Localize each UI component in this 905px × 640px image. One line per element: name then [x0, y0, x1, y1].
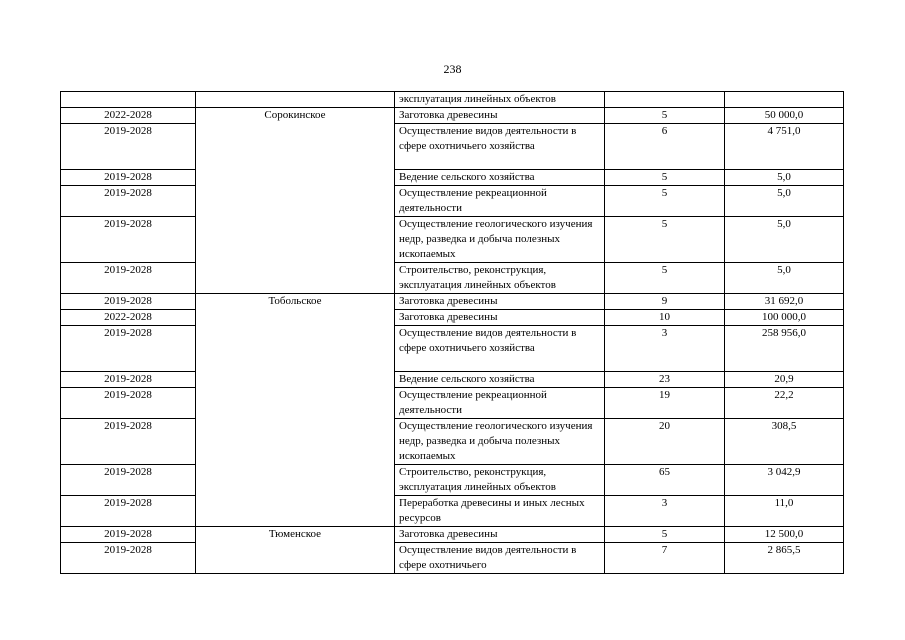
- table-row: [61, 170, 844, 186]
- period-cell: 2019-2028: [61, 388, 196, 419]
- volume-cell: [725, 92, 844, 108]
- volume-cell: 5,0: [725, 263, 844, 294]
- table-row: [61, 496, 844, 527]
- quantity-cell: 6: [605, 124, 725, 170]
- activity-cell: эксплуатация линейных объектов: [395, 92, 605, 108]
- period-cell: 2019-2028: [61, 186, 196, 217]
- quantity-cell: 5: [605, 217, 725, 263]
- volume-cell: 22,2: [725, 388, 844, 419]
- quantity-cell: 19: [605, 388, 725, 419]
- volume-cell: 5,0: [725, 217, 844, 263]
- district-cell-tyumenskoe: Тюменское: [196, 527, 395, 574]
- quantity-cell: 5: [605, 108, 725, 124]
- volume-cell: 100 000,0: [725, 310, 844, 326]
- volume-cell: 258 956,0: [725, 326, 844, 372]
- activity-cell: Заготовка древесины: [395, 527, 605, 543]
- volume-cell: 50 000,0: [725, 108, 844, 124]
- district-cell-sorokinskoe: Сорокинское: [196, 108, 395, 294]
- volume-cell: 3 042,9: [725, 465, 844, 496]
- period-cell: 2019-2028: [61, 294, 196, 310]
- activity-cell: Осуществление рекреационной деятельности: [395, 388, 605, 419]
- table-row: [61, 294, 844, 310]
- activity-cell: Переработка древесины и иных лесных ресурсов: [395, 496, 605, 527]
- volume-cell: 20,9: [725, 372, 844, 388]
- period-cell: 2019-2028: [61, 124, 196, 170]
- table-row: [61, 310, 844, 326]
- period-cell: 2019-2028: [61, 527, 196, 543]
- table-row: [61, 372, 844, 388]
- quantity-cell: 5: [605, 186, 725, 217]
- activity-cell: Осуществление геологического изучения недр, разведка и добыча полезных ископаемых: [395, 419, 605, 465]
- quantity-cell: 3: [605, 326, 725, 372]
- quantity-cell: 23: [605, 372, 725, 388]
- table-row: [61, 465, 844, 496]
- activity-cell: Строительство, реконструкция, эксплуатация линейных объектов: [395, 263, 605, 294]
- table-row: [61, 543, 844, 574]
- period-cell: 2022-2028: [61, 108, 196, 124]
- activity-cell: Осуществление рекреационной деятельности: [395, 186, 605, 217]
- activity-cell: Ведение сельского хозяйства: [395, 372, 605, 388]
- activity-cell: Ведение сельского хозяйства: [395, 170, 605, 186]
- period-cell: 2019-2028: [61, 465, 196, 496]
- period-cell: [61, 92, 196, 108]
- period-cell: 2019-2028: [61, 217, 196, 263]
- quantity-cell: [605, 92, 725, 108]
- volume-cell: 5,0: [725, 170, 844, 186]
- table-row: [61, 527, 844, 543]
- volume-cell: 11,0: [725, 496, 844, 527]
- volume-cell: 5,0: [725, 186, 844, 217]
- quantity-cell: 20: [605, 419, 725, 465]
- forest-use-table: [60, 91, 844, 574]
- volume-cell: 4 751,0: [725, 124, 844, 170]
- activity-cell: Заготовка древесины: [395, 310, 605, 326]
- table-row: [61, 326, 844, 372]
- volume-cell: 12 500,0: [725, 527, 844, 543]
- period-cell: 2019-2028: [61, 543, 196, 574]
- period-cell: 2019-2028: [61, 419, 196, 465]
- period-cell: 2019-2028: [61, 372, 196, 388]
- quantity-cell: 7: [605, 543, 725, 574]
- quantity-cell: 65: [605, 465, 725, 496]
- volume-cell: 308,5: [725, 419, 844, 465]
- period-cell: 2019-2028: [61, 263, 196, 294]
- quantity-cell: 5: [605, 527, 725, 543]
- activity-cell: Осуществление видов деятельности в сфере охотничьего: [395, 543, 605, 574]
- activity-cell: Осуществление геологического изучения недр, разведка и добыча полезных ископаемых: [395, 217, 605, 263]
- quantity-cell: 5: [605, 170, 725, 186]
- volume-cell: 31 692,0: [725, 294, 844, 310]
- activity-cell: Строительство, реконструкция, эксплуатация линейных объектов: [395, 465, 605, 496]
- volume-cell: 2 865,5: [725, 543, 844, 574]
- table-row: [61, 124, 844, 170]
- period-cell: 2019-2028: [61, 496, 196, 527]
- quantity-cell: 5: [605, 263, 725, 294]
- period-cell: 2022-2028: [61, 310, 196, 326]
- table-row: [61, 263, 844, 294]
- activity-cell: Заготовка древесины: [395, 294, 605, 310]
- quantity-cell: 3: [605, 496, 725, 527]
- table-row: [61, 388, 844, 419]
- table-row: [61, 92, 844, 108]
- activity-cell: Заготовка древесины: [395, 108, 605, 124]
- activity-cell: Осуществление видов деятельности в сфере охотничьего хозяйства: [395, 326, 605, 372]
- period-cell: 2019-2028: [61, 170, 196, 186]
- quantity-cell: 10: [605, 310, 725, 326]
- table-row: [61, 217, 844, 263]
- table-row: [61, 108, 844, 124]
- activity-cell: Осуществление видов деятельности в сфере охотничьего хозяйства: [395, 124, 605, 170]
- table-row: [61, 186, 844, 217]
- district-cell-tobolskoe: Тобольское: [196, 294, 395, 527]
- page-number: 238: [443, 62, 462, 76]
- district-cell: [196, 92, 395, 108]
- period-cell: 2019-2028: [61, 326, 196, 372]
- quantity-cell: 9: [605, 294, 725, 310]
- table-row: [61, 419, 844, 465]
